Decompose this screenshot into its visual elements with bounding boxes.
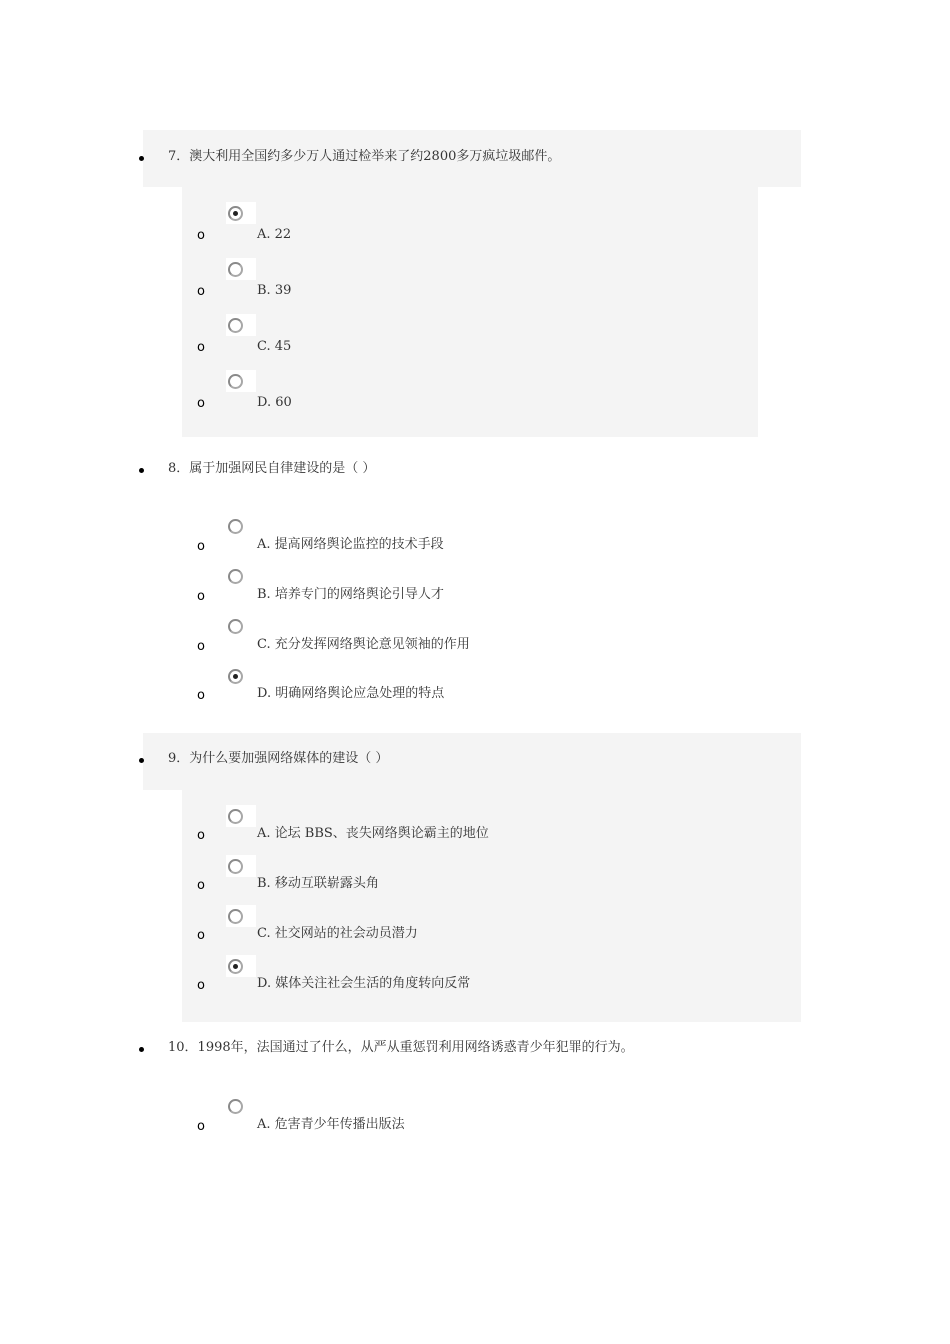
q9-option-b-label: B. 移动互联崭露头角	[257, 876, 379, 891]
q8-option-b-radio[interactable]	[228, 569, 243, 584]
q8-option-d-radio[interactable]	[228, 669, 243, 684]
q7-option-a-radio[interactable]	[228, 206, 243, 221]
option-marker: o	[197, 340, 205, 355]
q8-option-c-radio[interactable]	[228, 619, 243, 634]
q8-option-c-label: C. 充分发挥网络舆论意见领袖的作用	[257, 637, 470, 652]
option-marker: o	[197, 978, 205, 993]
q8-option-d-label: D. 明确网络舆论应急处理的特点	[257, 686, 445, 701]
option-marker: o	[197, 828, 205, 843]
q8-option-b-label: B. 培养专门的网络舆论引导人才	[257, 587, 444, 602]
option-marker: o	[197, 589, 205, 604]
option-marker: o	[197, 284, 205, 299]
question-7-text: 7．澳大利用全国约多少万人通过检举来了约2800多万疯垃圾邮件。	[168, 149, 561, 164]
option-marker: o	[197, 1119, 205, 1134]
option-marker: o	[197, 688, 205, 703]
question-10-text: 10．1998年，法国通过了什么，从严从重惩罚利用网络诱惑青少年犯罪的行为。	[168, 1040, 634, 1055]
option-marker: o	[197, 228, 205, 243]
q8-option-a-label: A. 提高网络舆论监控的技术手段	[257, 537, 444, 552]
question-bullet	[139, 758, 144, 763]
q9-option-d-radio[interactable]	[228, 959, 243, 974]
question-9-text: 9．为什么要加强网络媒体的建设（ ）	[168, 751, 389, 766]
option-marker: o	[197, 878, 205, 893]
question-bullet	[139, 1047, 144, 1052]
q7-option-d-radio[interactable]	[228, 374, 243, 389]
q9-option-b-radio[interactable]	[228, 859, 243, 874]
q10-option-a-label: A. 危害青少年传播出版法	[257, 1117, 405, 1132]
option-marker: o	[197, 928, 205, 943]
question-bullet	[139, 156, 144, 161]
question-bullet	[139, 468, 144, 473]
question-8-text: 8．属于加强网民自律建设的是（ ）	[168, 461, 376, 476]
q7-option-d-label: D. 60	[257, 395, 292, 410]
q7-option-b-radio[interactable]	[228, 262, 243, 277]
option-marker: o	[197, 396, 205, 411]
q10-option-a-radio[interactable]	[228, 1099, 243, 1114]
q9-option-c-radio[interactable]	[228, 909, 243, 924]
option-marker: o	[197, 639, 205, 654]
q9-option-a-radio[interactable]	[228, 809, 243, 824]
q7-option-a-label: A. 22	[257, 227, 292, 242]
q9-option-a-label: A. 论坛 BBS、丧失网络舆论霸主的地位	[257, 826, 489, 841]
q8-option-a-radio[interactable]	[228, 519, 243, 534]
q7-option-c-label: C. 45	[257, 339, 292, 354]
q7-option-c-radio[interactable]	[228, 318, 243, 333]
q9-option-c-label: C. 社交网站的社会动员潜力	[257, 926, 418, 941]
q9-option-d-label: D. 媒体关注社会生活的角度转向反常	[257, 976, 471, 991]
q7-option-b-label: B. 39	[257, 283, 292, 298]
option-marker: o	[197, 539, 205, 554]
